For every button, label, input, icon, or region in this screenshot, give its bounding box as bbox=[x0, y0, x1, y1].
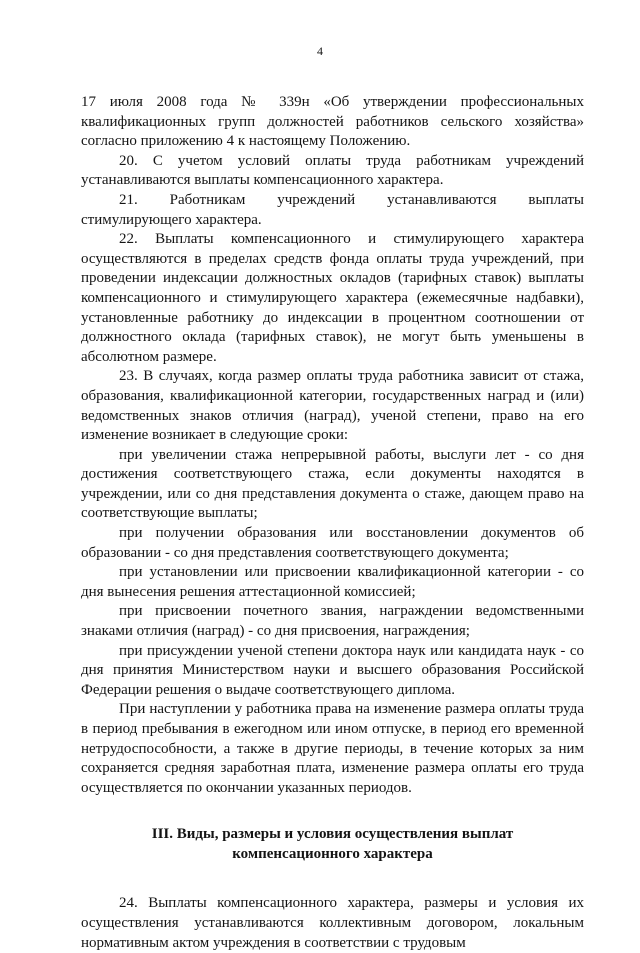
section-heading-line-1: III. Виды, размеры и условия осуществления выплат bbox=[151, 826, 514, 843]
list-item-education: при получении образования или восстановлении документов об образовании - со дня представления соответствующего документа; bbox=[81, 525, 584, 561]
page-number: 4 bbox=[317, 44, 323, 58]
paragraph-22: 22. Выплаты компенсационного и стимулирующего характера осуществляются в пределах средств фонда оплаты труда учреждений, при проведении индексации должностных окладов (тарифных ставок) выплаты компенсационного и стимулирующего характера (ежемесячные надбавки), установленные работнику до индексации в процентном соотношении от должностного оклада (тарифных ставок), не могут быть уменьшены в абсолютном размере. bbox=[81, 231, 584, 365]
paragraph-leave-period: При наступлении у работника права на изменение размера оплаты труда в период пребывания в ежегодном или ином отпуске, в период его временной нетрудоспособности, а также в другие периоды, в течение которых за ним сохраняется средняя заработная плата, изменение размера оплаты его труда осуществляется по окончании указанных периодов. bbox=[81, 701, 584, 796]
list-item-qualification: при установлении или присвоении квалификационной категории - со дня вынесения решения аттестационной комиссией; bbox=[81, 564, 584, 600]
list-item-seniority: при увеличении стажа непрерывной работы, выслуги лет - со дня достижения соответствующего стажа, если документы находятся в учреждении, или со дня представления документа о стаже, дающем право на соответствующие выплаты; bbox=[81, 446, 584, 522]
paragraph-23: 23. В случаях, когда размер оплаты труда работника зависит от стажа, образования, квалификационной категории, государственных наград и (или) ведомственных знаков отличия (наград), ученой степени, право на его изменение возникает в следующие сроки: bbox=[81, 368, 584, 444]
paragraph-21: 21. Работникам учреждений устанавливаются выплаты стимулирующего характера. bbox=[81, 191, 584, 228]
section-heading bbox=[81, 824, 584, 864]
paragraph-24: 24. Выплаты компенсационного характера, размеры и условия их осуществления устанавливаются коллективным договором, локальным нормативным актом учреждения в соответствии с трудовым bbox=[81, 895, 584, 951]
section-heading-line-2: компенсационного характера bbox=[232, 846, 433, 863]
list-item-academic-degree: при присуждении ученой степени доктора наук или кандидата наук - со дня принятия Министерством науки и высшего образования Российской Федерации решения о выдаче соответствующего диплома. bbox=[81, 642, 584, 698]
list-item-honorary-title: при присвоении почетного звания, награждении ведомственными знаками отличия (наград) - со дня присвоения, награждения; bbox=[81, 603, 584, 640]
document-body bbox=[81, 93, 584, 953]
paragraph-20: 20. С учетом условий оплаты труда работникам учреждений устанавливаются выплаты компенсационного характера. bbox=[81, 152, 584, 189]
paragraph-continuation: 17 июля 2008 года № 339н «Об утверждении профессиональных квалификационных групп должностей работников сельского хозяйства» согласно приложению 4 к настоящему Положению. bbox=[81, 94, 584, 150]
